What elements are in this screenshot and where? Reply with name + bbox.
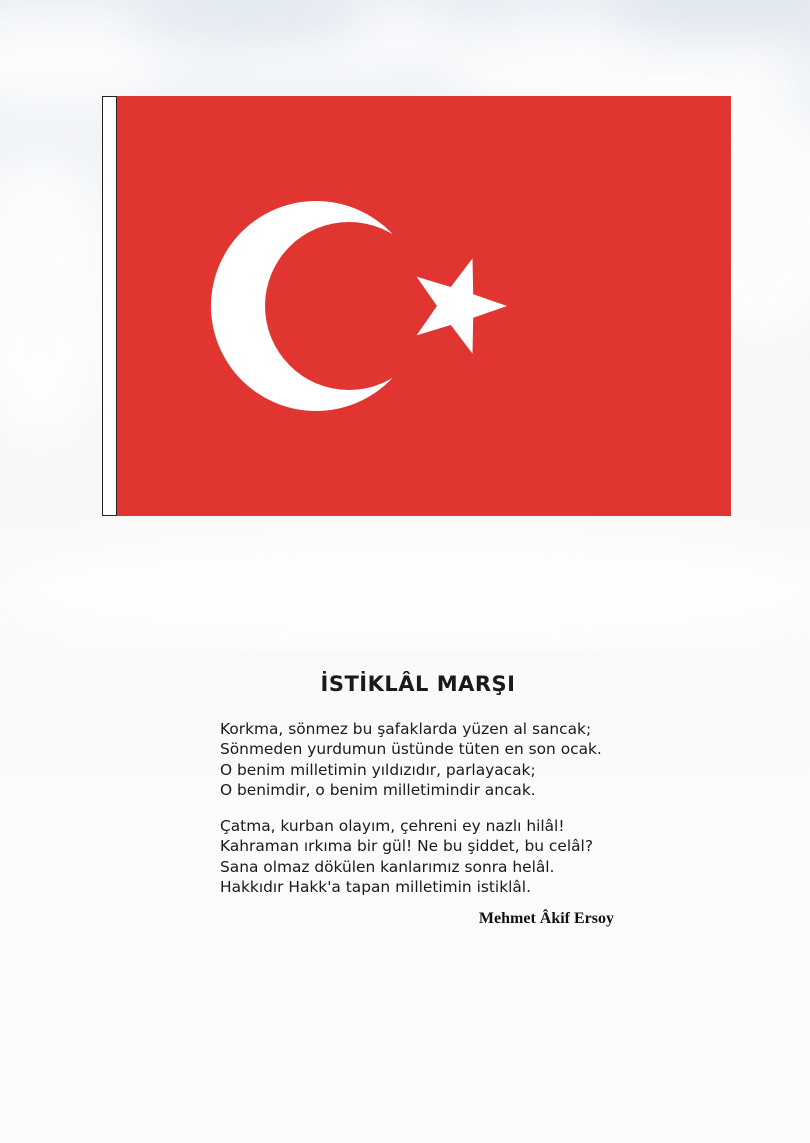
verse-line: O benimdir, o benim milletimindir ancak. bbox=[220, 780, 536, 799]
anthem-title: İSTİKLÂL MARŞI bbox=[320, 672, 516, 696]
flagpole bbox=[102, 96, 117, 516]
verse-line: Çatma, kurban olayım, çehreni ey nazlı hilâl! bbox=[220, 817, 565, 835]
stanza-1 bbox=[220, 719, 602, 800]
verse-line: Korkma, sönmez bu şafaklarda yüzen al sancak; bbox=[220, 720, 592, 738]
verse-line: Sana olmaz dökülen kanlarımız sonra helâl. bbox=[220, 857, 555, 876]
author-signature: Mehmet Âkif Ersoy bbox=[478, 910, 614, 927]
verse-line: O benim milletimin yıldızıdır, parlayacak; bbox=[220, 760, 536, 779]
verse-line: Sönmeden yurdumun üstünde tüten en son ocak. bbox=[220, 740, 602, 759]
verse-line: Kahraman ırkıma bir gül! Ne bu şiddet, bu celâl? bbox=[220, 837, 593, 856]
turkish-flag bbox=[117, 96, 731, 516]
verse-line: Hakkıdır Hakk'a tapan milletimin istiklâl. bbox=[220, 877, 531, 896]
stanza-2 bbox=[220, 816, 593, 897]
